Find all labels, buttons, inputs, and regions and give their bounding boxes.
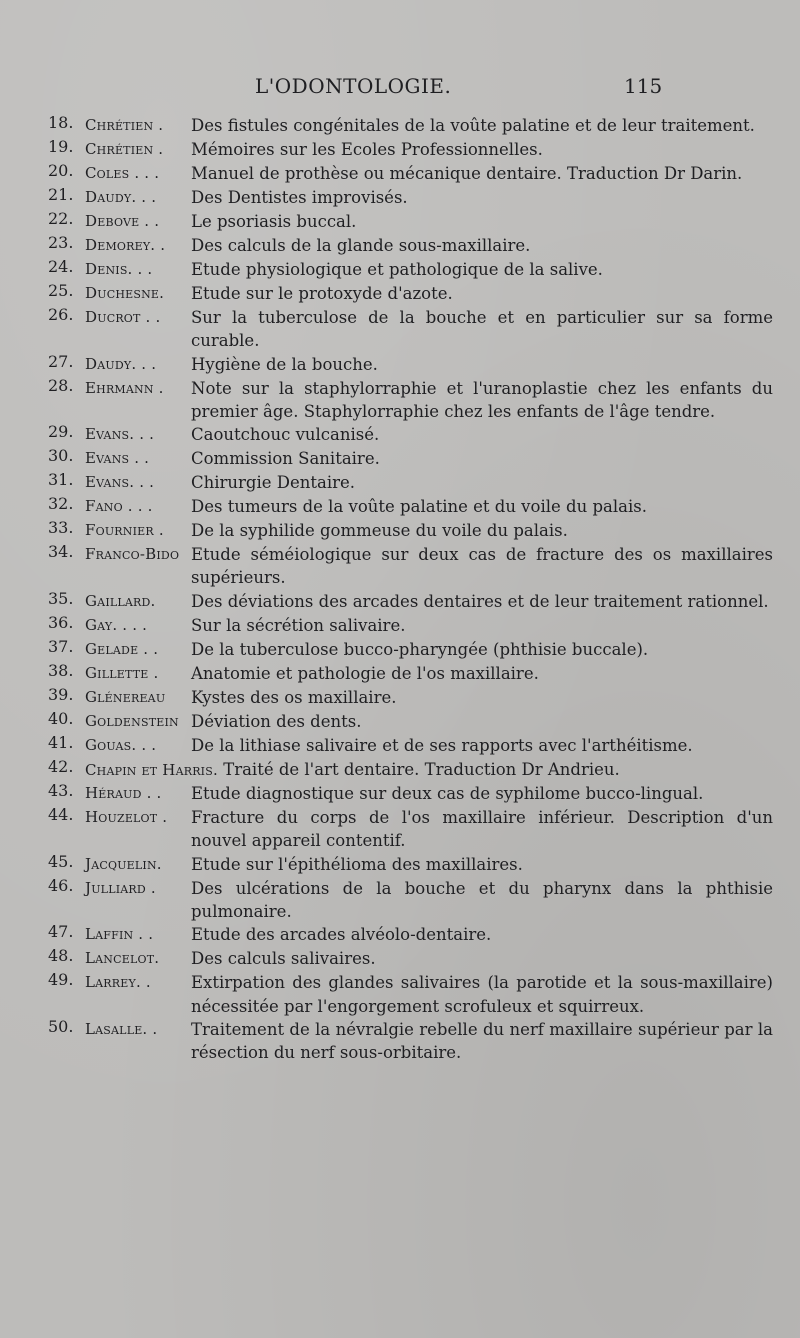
- bibliography-entry: [48, 1018, 773, 1065]
- entry-title: Hygiène de la bouche.: [191, 354, 378, 374]
- entry-number: 23.: [48, 233, 74, 252]
- entry-number: 36.: [48, 612, 74, 632]
- entry-author: Ducrot . .: [85, 308, 161, 326]
- bibliography-entry: [48, 495, 773, 519]
- entry-author: Chapin et Harris.: [85, 760, 218, 779]
- entry-author: Héraud . .: [85, 784, 162, 803]
- bibliography-entry: [48, 734, 773, 758]
- entry-title: Des déviations des arcades dentaires et de leur traitement rationnel.: [191, 591, 769, 611]
- entry-title: Anatomie et pathologie de l'os maxillaire.: [191, 663, 539, 683]
- entry-author: Houzelot .: [85, 808, 168, 827]
- entry-title: Etude séméiologique sur deux cas de fracture des os maxillaires supérieurs.: [191, 545, 773, 588]
- page-number: 115: [624, 74, 663, 98]
- bibliography-entry: [48, 923, 773, 947]
- bibliography-entry: [48, 853, 773, 877]
- bibliography-entry: [48, 590, 773, 614]
- entry-title: Des calculs salivaires.: [191, 949, 376, 969]
- bibliography-entry: [48, 423, 773, 447]
- entry-title: Note sur la staphylorraphie et l'uranoplastie chez les enfants du premier âge. Staphylorraphie chez les enfants de l'âge tendre.: [191, 378, 773, 421]
- entry-title: Des Dentistes improvisés.: [191, 188, 408, 207]
- entry-number: 46.: [48, 875, 74, 895]
- bibliography-entry: [48, 638, 773, 662]
- entry-author: Ehrmann .: [85, 378, 164, 397]
- bibliography-entry: [48, 377, 773, 424]
- entry-title: Etude physiologique et pathologique de la salive.: [191, 260, 603, 279]
- entry-title: Sur la sécrétion salivaire.: [191, 615, 406, 635]
- entry-number: 47.: [48, 922, 74, 942]
- bibliography-entry: [48, 947, 773, 971]
- bibliography-entry: [48, 662, 773, 686]
- entry-number: 24.: [48, 257, 74, 276]
- entry-author: Chrétien .: [85, 140, 164, 158]
- bibliography-list: [48, 114, 773, 1064]
- entry-number: 37.: [48, 636, 74, 656]
- entry-title: Traité de l'art dentaire. Traduction Dr Andrieu.: [223, 759, 620, 779]
- entry-number: 48.: [48, 946, 74, 966]
- entry-author: Duchesne.: [85, 284, 165, 302]
- entry-title: Manuel de prothèse ou mécanique dentaire. Traduction Dr Darin.: [191, 164, 743, 183]
- entry-number: 28.: [48, 375, 74, 395]
- entry-author: Lancelot.: [85, 949, 160, 968]
- bibliography-entry: [48, 258, 773, 282]
- entry-author: Denis. . .: [85, 260, 153, 278]
- entry-author: Evans . .: [85, 449, 150, 468]
- entry-author: Daudy. . .: [85, 188, 157, 206]
- bibliography-entry: [48, 519, 773, 543]
- entry-number: 31.: [48, 470, 74, 490]
- entry-author: Evans. . .: [85, 425, 155, 444]
- entry-author: Fournier .: [85, 521, 164, 540]
- entry-author: Jacquelin.: [85, 854, 162, 873]
- bibliography-entry: [48, 162, 773, 186]
- bibliography-entry: [48, 782, 773, 806]
- entry-title: Des ulcérations de la bouche et du pharynx dans la phthisie pulmonaire.: [191, 878, 773, 921]
- entry-title: Chirurgie Dentaire.: [191, 473, 356, 493]
- entry-author: Laffin . .: [85, 925, 154, 944]
- bibliography-entry: [48, 877, 773, 924]
- entry-number: 41.: [48, 732, 74, 752]
- entry-title: Etude diagnostique sur deux cas de syphilome bucco-lingual.: [191, 784, 704, 804]
- entry-author: Coles . . .: [85, 164, 160, 182]
- entry-title: De la lithiase salivaire et de ses rapports avec l'arthéitisme.: [191, 735, 693, 755]
- bibliography-entry: [48, 447, 773, 471]
- bibliography-entry: [48, 353, 773, 377]
- entry-number: 35.: [48, 588, 74, 608]
- entry-number: 40.: [48, 708, 74, 728]
- entry-author: Fano . . .: [85, 497, 153, 516]
- entry-title: Sur la tuberculose de la bouche et en particulier sur sa forme curable.: [191, 308, 773, 351]
- entry-title: Extirpation des glandes salivaires (la parotide et la sous-maxillaire) nécessitée par l'engorgement scrofuleux et squirreux.: [191, 973, 773, 1016]
- entry-title: Des fistules congénitales de la voûte palatine et de leur traitement.: [191, 116, 755, 135]
- entry-number: 49.: [48, 970, 74, 990]
- entry-number: 33.: [48, 518, 74, 538]
- entry-number: 30.: [48, 446, 74, 466]
- entry-number: 22.: [48, 209, 74, 228]
- entry-number: 32.: [48, 494, 74, 514]
- entry-number: 20.: [48, 161, 74, 180]
- entry-number: 50.: [48, 1016, 74, 1036]
- entry-number: 21.: [48, 185, 74, 204]
- page-header: [0, 74, 800, 104]
- entry-title: Traitement de la névralgie rebelle du nerf maxillaire supérieur par la résection du nerf sous-orbitaire.: [191, 1019, 773, 1063]
- entry-author: Lasalle. .: [85, 1019, 158, 1038]
- entry-title: Des tumeurs de la voûte palatine et du voile du palais.: [191, 497, 647, 517]
- bibliography-entry: [48, 282, 773, 306]
- bibliography-entry: [48, 971, 773, 1018]
- entry-number: 19.: [48, 137, 74, 156]
- entry-number: 42.: [48, 756, 74, 776]
- entry-author: Evans. . .: [85, 473, 155, 492]
- entry-author: Daudy. . .: [85, 354, 157, 373]
- entry-number: 34.: [48, 542, 74, 562]
- entry-author: Gouas. . .: [85, 735, 157, 754]
- entry-author: Franco-Bido: [85, 545, 180, 564]
- entry-number: 18.: [48, 113, 74, 132]
- entry-author: Glénereau: [85, 687, 166, 706]
- entry-number: 27.: [48, 351, 74, 371]
- entry-number: 26.: [48, 305, 74, 324]
- entry-number: 39.: [48, 684, 74, 704]
- entry-author: Julliard .: [85, 878, 156, 897]
- entry-title: Commission Sanitaire.: [191, 449, 380, 469]
- entry-body: [85, 758, 773, 782]
- entry-author: Chrétien .: [85, 116, 164, 134]
- bibliography-entry: [48, 138, 773, 162]
- bibliography-entry: [48, 543, 773, 590]
- entry-title: Etude sur l'épithélioma des maxillaires.: [191, 854, 523, 874]
- bibliography-entry: [48, 614, 773, 638]
- entry-author: Gaillard.: [85, 591, 156, 610]
- entry-title: Mémoires sur les Ecoles Professionnelles.: [191, 140, 543, 159]
- entry-title: Kystes des os maxillaire.: [191, 687, 397, 707]
- entry-title: Caoutchouc vulcanisé.: [191, 425, 380, 445]
- entry-title: Etude des arcades alvéolo-dentaire.: [191, 925, 492, 945]
- entry-number: 25.: [48, 281, 74, 300]
- entry-number: 44.: [48, 805, 74, 825]
- bibliography-entry: [48, 758, 773, 782]
- running-title: L'ODONTOLOGIE.: [255, 74, 452, 98]
- bibliography-entry: [48, 234, 773, 258]
- entry-number: 29.: [48, 422, 74, 442]
- entry-author: Gillette .: [85, 663, 159, 682]
- bibliography-entry: [48, 686, 773, 710]
- entry-author: Goldenstein: [85, 711, 179, 730]
- entry-author: Gelade . .: [85, 639, 159, 658]
- entry-title: Le psoriasis buccal.: [191, 212, 357, 231]
- entry-number: 43.: [48, 781, 74, 801]
- entry-author: Gay. . . .: [85, 615, 148, 634]
- bibliography-entry: [48, 114, 773, 138]
- entry-title: Fracture du corps de l'os maxillaire inférieur. Description d'un nouvel appareil contentif.: [191, 808, 773, 851]
- entry-number: 38.: [48, 660, 74, 680]
- entry-author: Debove . .: [85, 212, 160, 230]
- entry-title: Etude sur le protoxyde d'azote.: [191, 284, 453, 303]
- entry-author: Demorey. .: [85, 236, 166, 254]
- bibliography-entry: [48, 186, 773, 210]
- bibliography-entry: [48, 306, 773, 353]
- entry-number: 45.: [48, 851, 74, 871]
- bibliography-entry: [48, 710, 773, 734]
- entry-author: Larrey. .: [85, 973, 151, 992]
- entry-title: Des calculs de la glande sous-maxillaire.: [191, 236, 531, 255]
- bibliography-entry: [48, 471, 773, 495]
- entry-title: De la tuberculose bucco-pharyngée (phthisie buccale).: [191, 639, 649, 659]
- entry-title: De la syphilide gommeuse du voile du palais.: [191, 521, 568, 541]
- entry-title: Déviation des dents.: [191, 711, 362, 731]
- bibliography-entry: [48, 210, 773, 234]
- bibliography-entry: [48, 806, 773, 853]
